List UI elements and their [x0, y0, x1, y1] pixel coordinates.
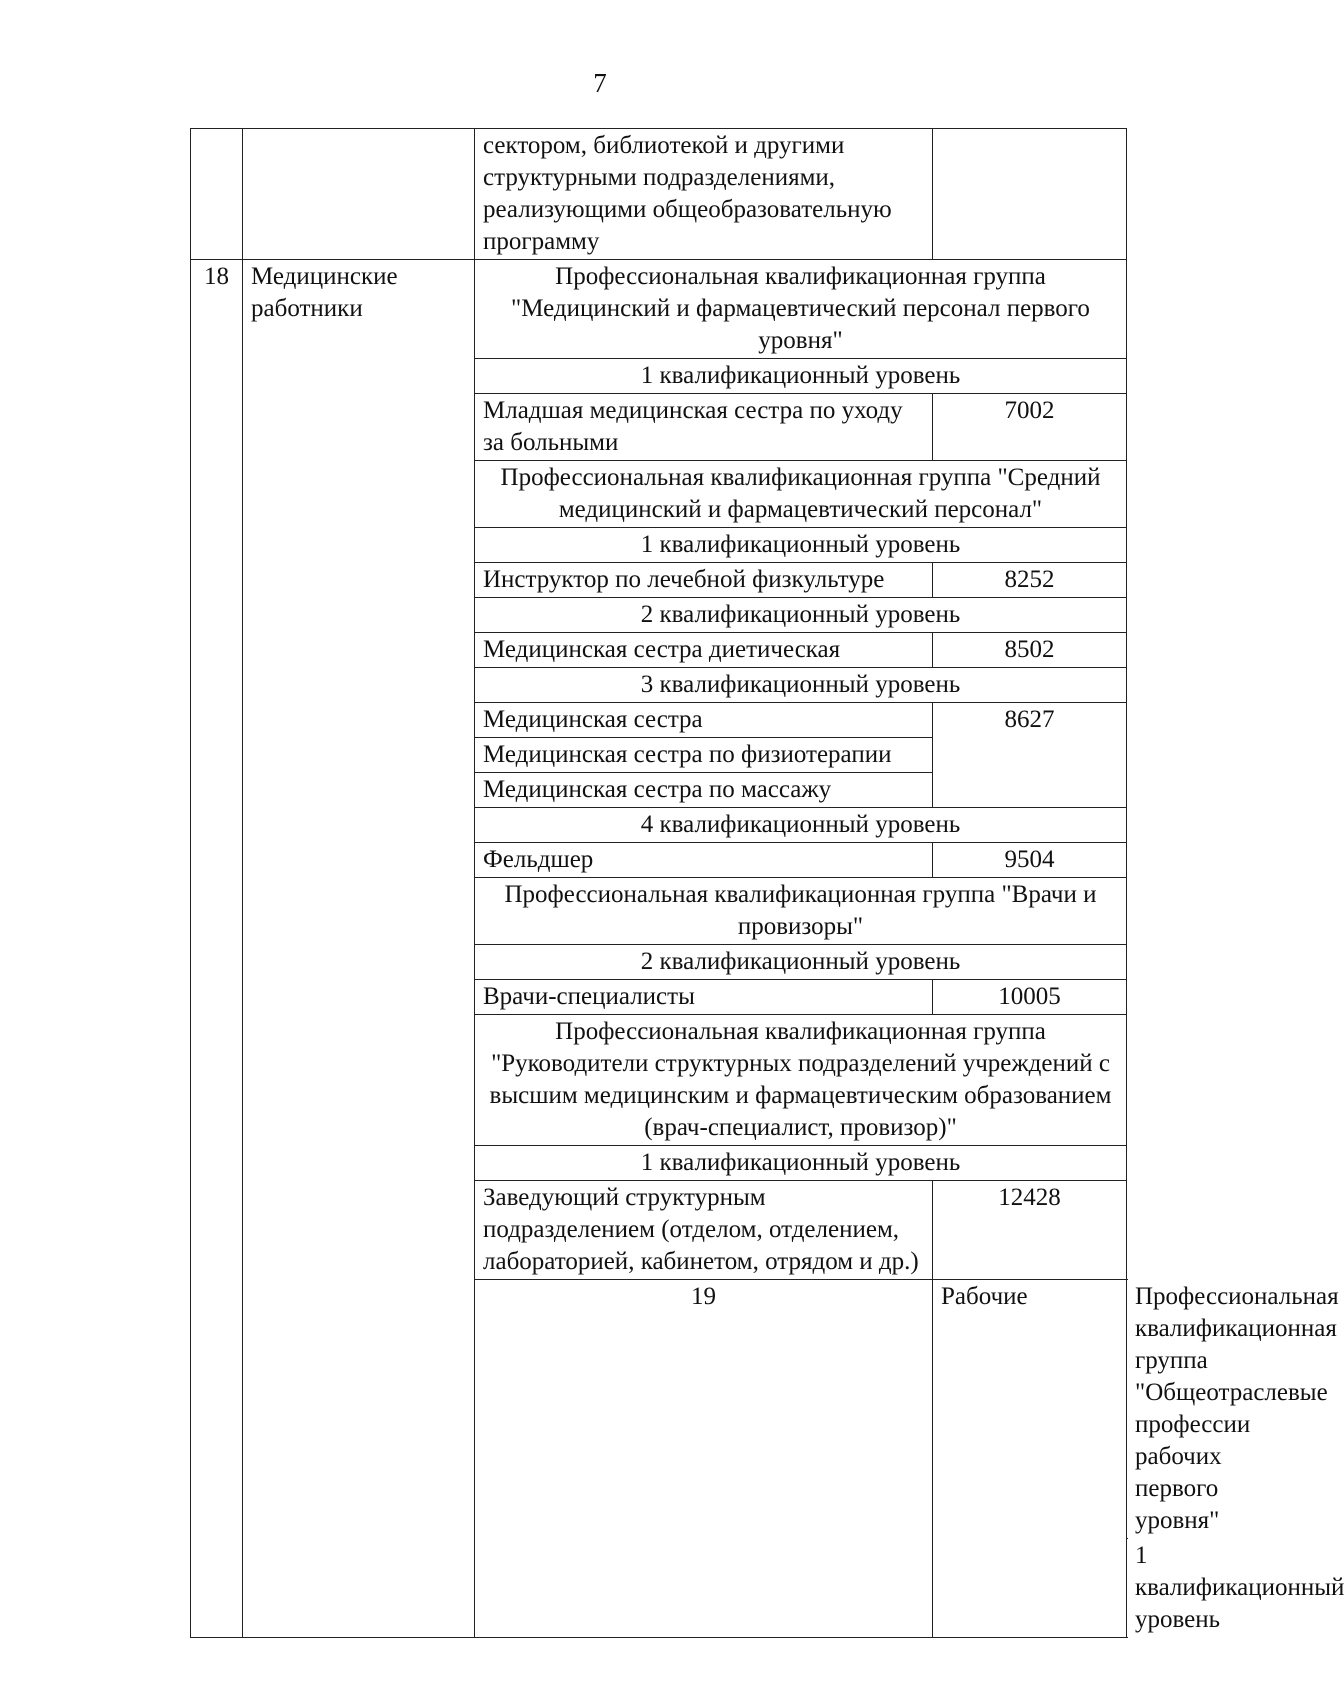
salary-table: [190, 128, 1344, 1638]
group-header: Профессиональная квалификационная группа "Врачи и провизоры": [475, 878, 1127, 945]
value-cell: 10005: [933, 980, 1127, 1015]
table-row: [191, 129, 1127, 260]
table-row: [191, 260, 1127, 359]
level-row: 1 квалификационный уровень: [475, 359, 1127, 394]
position-cell: сектором, библиотекой и другими структурными подразделениями, реализующими общеобразовательную программу: [475, 129, 933, 260]
value-cell: 9504: [933, 843, 1127, 878]
page-number: 7: [593, 68, 607, 98]
position-cell: Медицинская сестра по физиотерапии: [475, 738, 933, 773]
position-cell: Инструктор по лечебной физкультуре: [475, 563, 933, 598]
section-number: 19: [475, 1280, 933, 1638]
value-cell: 8502: [933, 633, 1127, 668]
table-row: 19 Рабочие Профессиональная квалификационная группа "Общеотраслевые профессии рабочих первого уровня": [191, 1280, 1127, 1539]
value-cell: 8252: [933, 563, 1127, 598]
group-header: Профессиональная квалификационная группа "Средний медицинский и фармацевтический персонал": [475, 461, 1127, 528]
position-cell: Младшая медицинская сестра по уходу за больными: [475, 394, 933, 461]
group-header: Профессиональная квалификационная группа "Руководители структурных подразделений учреждений с высшим медицинским и фармацевтическим образованием (врач-специалист, провизор)": [475, 1015, 1127, 1146]
position-cell: Врачи-специалисты: [475, 980, 933, 1015]
section-number: 18: [191, 260, 243, 1638]
value-cell: 8627: [933, 703, 1127, 808]
table-row: 1 квалификационный уровень: [1135, 1542, 1344, 1633]
level-row: 1 квалификационный уровень: [475, 1146, 1127, 1181]
category-cell: [243, 129, 475, 260]
level-row: 1 квалификационный уровень: [475, 528, 1127, 563]
position-cell: Медицинская сестра по массажу: [475, 773, 933, 808]
group-header: Профессиональная квалификационная группа "Медицинский и фармацевтический персонал первого уровня": [475, 260, 1127, 359]
level-row: 2 квалификационный уровень: [475, 598, 1127, 633]
category-cell: Медицинские работники: [243, 260, 475, 1638]
position-cell: Медицинская сестра: [475, 703, 933, 738]
position-cell: Заведующий структурным подразделением (отделом, отделением, лабораторией, кабинетом, отрядом и др.): [475, 1181, 933, 1280]
position-cell: Фельдшер: [475, 843, 933, 878]
position-cell: Медицинская сестра диетическая: [475, 633, 933, 668]
number-cell: [191, 129, 243, 260]
level-row: 2 квалификационный уровень: [475, 945, 1127, 980]
category-cell: Рабочие: [933, 1280, 1127, 1638]
level-row: 4 квалификационный уровень: [475, 808, 1127, 843]
value-cell: 7002: [933, 394, 1127, 461]
level-row: 3 квалификационный уровень: [475, 668, 1127, 703]
value-cell: 12428: [933, 1181, 1127, 1280]
value-cell: [933, 129, 1127, 260]
